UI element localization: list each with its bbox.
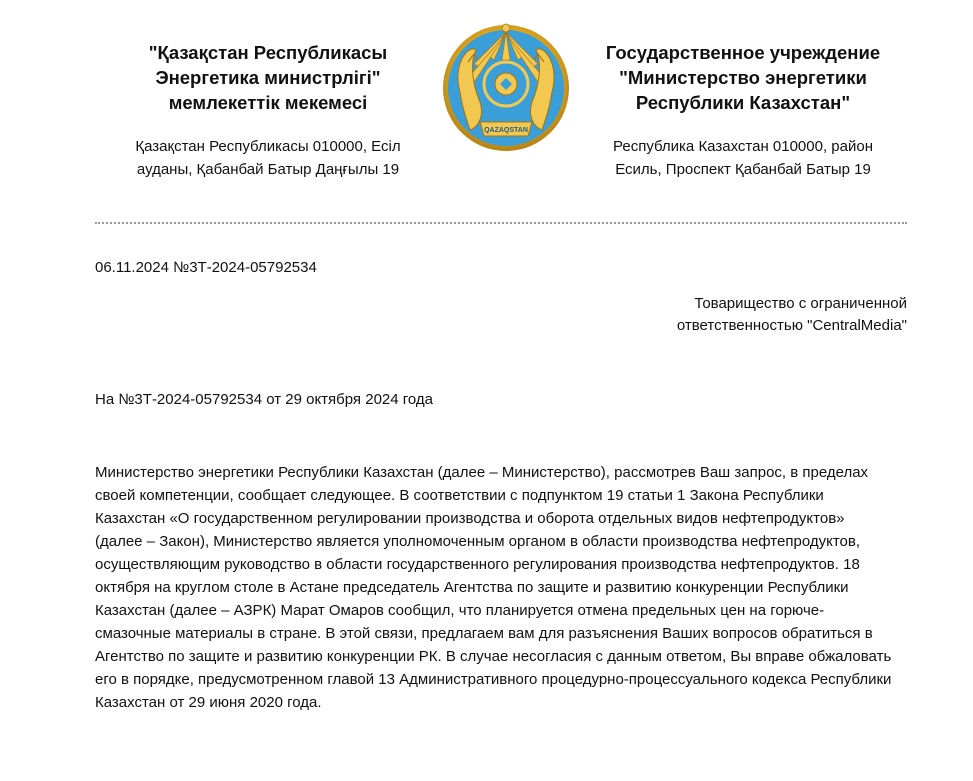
address-line: Қазақстан Республикасы 010000, Есіл (135, 138, 401, 155)
org-header-kazakh (118, 40, 418, 181)
org-name-line: "Қазақстан Республикасы (148, 42, 388, 63)
org-name-line: Государственное учреждение (605, 42, 881, 63)
reply-reference: На №3Т-2024-05792534 от 29 октября 2024 года (95, 391, 434, 408)
org-address-russian (583, 135, 903, 181)
org-name-russian (583, 40, 903, 115)
org-header-russian (583, 40, 903, 181)
document-date-number: 06.11.2024 №3Т-2024-05792534 (95, 259, 317, 276)
address-line: Республика Казахстан 010000, район (613, 138, 873, 155)
recipient-line: Товарищество с ограниченной (694, 295, 907, 312)
org-name-line: мемлекеттік мекемесі (168, 92, 368, 113)
org-name-line: Энергетика министрлігі" (155, 67, 381, 88)
header-divider (95, 222, 907, 224)
org-address-kazakh (118, 135, 418, 181)
org-name-line: Республики Казахстан" (635, 92, 851, 113)
state-emblem-kazakhstan-icon (440, 22, 572, 154)
org-name-line: "Министерство энергетики (619, 67, 867, 88)
letter-body: Министерство энергетики Республики Казахстан (далее – Министерство), рассмотрев Ваш запрос, в пределах своей компетенции, сообщает следующее. В соответствии с подпунктом 19 статьи 1 Закона Республики Казахстан «О государственном регулировании производства и оборота отдельных видов нефтепродуктов» (далее – Закон), Министерство является уполномоченным органом в области производства нефтепродуктов, осуществляющим руководство в области государственного регулирования производства нефтепродуктов. 18 октября на круглом столе в Астане председатель Агентства по защите и развитию конкуренции Республики Казахстан (далее – АЗРК) Марат Омаров сообщил, что планируется отмена предельных цен на горюче-смазочные материалы в стране. В этой связи, предлагаем вам для разъяснения Ваших вопросов обратиться в Агентство по защите и развитию конкуренции РК. В случае несогласия с данным ответом, Вы вправе обжаловать его в порядке, предусмотренном главой 13 Административного процедурно-процессуального кодекса Республики Казахстан от 29 июня 2020 года. (95, 464, 892, 711)
org-name-kazakh (118, 40, 418, 115)
address-line: ауданы, Қабанбай Батыр Даңғылы 19 (136, 161, 400, 178)
emblem-text: QAZAQSTAN (484, 127, 528, 134)
recipient-line: ответственностью "CentralMedia" (676, 317, 907, 334)
recipient-block (677, 293, 907, 337)
address-line: Есиль, Проспект Қабанбай Батыр 19 (615, 161, 871, 178)
